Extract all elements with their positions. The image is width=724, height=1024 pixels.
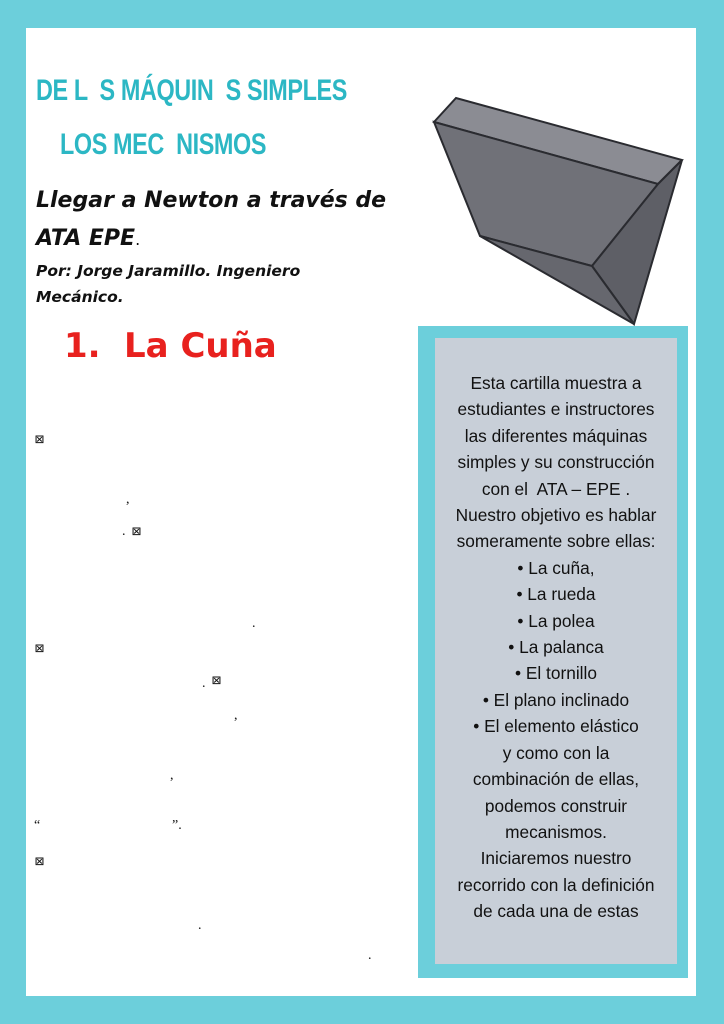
period-mark: .: [252, 616, 256, 631]
comma-mark: ,: [234, 708, 238, 723]
author: [36, 258, 376, 310]
sidebar-line: • La polea: [517, 610, 595, 631]
subtitle-line-2: ATA EPE: [36, 226, 136, 251]
sidebar-line: combinación de ellas,: [472, 769, 640, 790]
author-line-2: Mecánico.: [36, 288, 124, 306]
sidebar-line: Esta cartilla muestra a: [470, 373, 642, 393]
sidebar-line: • La rueda: [516, 584, 596, 605]
period-mark: .: [122, 524, 126, 539]
subtitle: [36, 182, 436, 259]
sidebar-line: estudiantes e instructores: [457, 399, 655, 420]
sidebar-text: [435, 370, 677, 925]
sidebar-panel: [435, 338, 677, 964]
sidebar-line: mecanismos.: [505, 821, 607, 842]
section-number: 1.: [64, 326, 101, 366]
sidebar-box: [418, 326, 688, 978]
section-heading: [64, 326, 277, 366]
period-mark: .: [368, 948, 372, 963]
sidebar-line: Nuestro objetivo es hablar: [455, 505, 657, 526]
sidebar-line: • El elemento elástico: [473, 716, 639, 737]
missing-glyph-icon: ⊠: [35, 639, 45, 657]
subtitle-dot: .: [135, 230, 141, 249]
sidebar-line: • La palanca: [508, 637, 604, 658]
author-line-1: Por: Jorge Jaramillo. Ingeniero: [36, 262, 301, 280]
document-page: [26, 28, 696, 996]
sidebar-line: podemos construir: [484, 795, 628, 816]
sidebar-line: simples y su construcción: [457, 452, 655, 473]
sidebar-line: someramente sobre ellas:: [456, 531, 656, 552]
wedge-illustration: [426, 80, 688, 332]
title-line-1: DE L S MÁQUIN S SIMPLES: [36, 74, 347, 107]
open-quote-mark: “: [34, 818, 41, 833]
sidebar-line: y como con la: [502, 742, 610, 763]
sidebar-line: las diferentes máquinas: [464, 425, 648, 446]
missing-glyph-icon: ⊠: [35, 430, 45, 448]
missing-glyph-icon: ⊠: [35, 852, 45, 870]
missing-glyph-icon: ⊠: [212, 671, 222, 689]
sidebar-line: Iniciaremos nuestro: [480, 848, 632, 869]
sidebar-line: • La cuña,: [517, 557, 595, 578]
sidebar-line: • El tornillo: [515, 663, 597, 684]
period-mark: .: [202, 676, 206, 691]
missing-glyph-icon: ⊠: [132, 522, 142, 540]
sidebar-line: de cada una de estas: [473, 901, 639, 922]
sidebar-line: recorrido con la definición: [457, 874, 655, 895]
period-mark: .: [198, 918, 202, 933]
sidebar-line: • El plano inclinado: [482, 689, 630, 710]
subtitle-line-2-wrap: [36, 220, 436, 259]
title-line-2: LOS MEC NISMOS: [60, 128, 267, 161]
subtitle-line-1: Llegar a Newton a través de: [36, 188, 387, 213]
close-quote-mark: ”.: [172, 818, 182, 833]
sidebar-line: con el ATA – EPE .: [481, 478, 631, 499]
section-title: La Cuña: [124, 326, 277, 366]
comma-mark: ,: [170, 768, 174, 783]
comma-mark: ,: [126, 492, 130, 507]
